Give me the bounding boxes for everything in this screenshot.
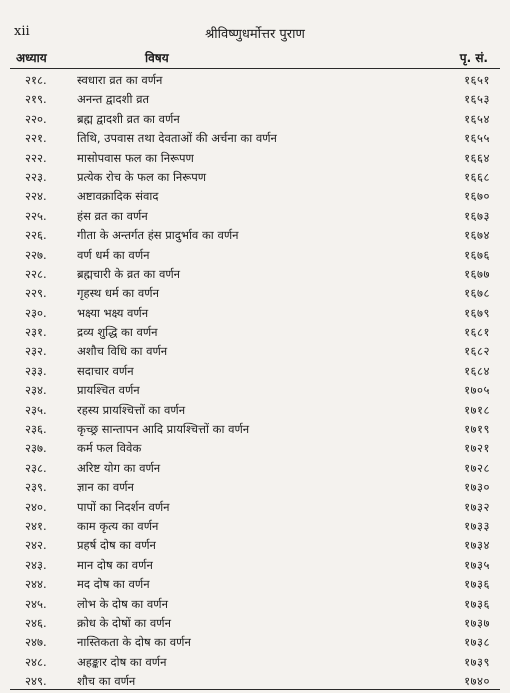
chapter-title: प्रहर्ष दोष का वर्णन (77, 538, 156, 553)
toc-row (0, 246, 510, 265)
chapter-number: २३०. (25, 305, 47, 320)
chapter-number: २४५. (25, 596, 47, 611)
toc-row (0, 129, 510, 148)
page-reference: १७३६ (464, 577, 490, 592)
chapter-title: स्वधारा व्रत का वर्णन (77, 73, 163, 87)
chapter-title: तिथि, उपवास तथा देवताओं की अर्चना का वर्णन (77, 131, 277, 146)
chapter-title: अहङ्कार दोष का वर्णन (77, 654, 167, 669)
chapter-title: शौच का वर्णन (77, 674, 136, 689)
page-reference: १७३३ (464, 518, 490, 533)
chapter-number: २२१. (25, 131, 47, 146)
toc-row (0, 362, 510, 381)
toc-row (0, 420, 510, 439)
page-reference: १६८१ (464, 325, 490, 340)
toc-row (0, 401, 510, 420)
column-header-chapter: अध्याय (16, 51, 47, 65)
toc-row (0, 439, 510, 458)
page-reference: १७०५ (464, 383, 490, 398)
chapter-title: हंस व्रत का वर्णन (77, 208, 148, 223)
page-reference: १७३८ (464, 635, 490, 650)
chapter-title: पापों का निदर्शन वर्णन (77, 499, 170, 514)
chapter-number: २२२. (25, 150, 47, 165)
chapter-number: २२०. (25, 111, 47, 126)
chapter-number: २२३. (25, 169, 47, 184)
page-reference: १६६४ (464, 150, 490, 165)
chapter-title: सदाचार वर्णन (77, 363, 134, 378)
chapter-number: २४२. (25, 538, 47, 553)
page-reference: १६६८ (464, 169, 490, 184)
page-number: xii (14, 24, 30, 39)
page-reference: १७३४ (464, 538, 490, 553)
toc-row (0, 265, 510, 284)
page-reference: १७४० (464, 674, 490, 689)
chapter-number: २२५. (25, 208, 47, 223)
page-reference: १६७८ (464, 286, 490, 301)
table-of-contents (0, 71, 510, 692)
toc-row (0, 226, 510, 245)
toc-row (0, 207, 510, 226)
running-head (0, 24, 510, 44)
toc-row (0, 536, 510, 555)
page-reference: १६७४ (464, 228, 490, 243)
chapter-number: २४८. (25, 654, 47, 669)
chapter-number: २१९. (25, 92, 47, 107)
chapter-number: २२७. (25, 247, 47, 262)
page-reference: १६७३ (464, 208, 490, 223)
chapter-title: प्रत्येक रोच के फल का निरूपण (77, 169, 207, 184)
chapter-number: २४४. (25, 577, 47, 592)
chapter-number: २३७. (25, 441, 47, 456)
toc-row (0, 653, 510, 672)
chapter-title: काम कृत्य का वर्णन (77, 518, 159, 533)
chapter-title: गृहस्थ धर्म का वर्णन (77, 286, 159, 301)
toc-row (0, 342, 510, 361)
toc-row (0, 284, 510, 303)
page-reference: १७३७ (464, 615, 490, 630)
page-reference: १६८२ (464, 344, 490, 359)
chapter-number: २४९. (25, 674, 47, 689)
chapter-title: अष्टावक्रादिक संवाद (77, 189, 159, 204)
chapter-number: २३३. (25, 363, 47, 378)
toc-row (0, 304, 510, 323)
toc-row (0, 498, 510, 517)
column-header-page: पृ. सं. (459, 51, 488, 65)
page-reference: १६८४ (464, 363, 490, 378)
page-reference: १६७९ (464, 305, 490, 320)
chapter-title: लोभ के दोष का वर्णन (77, 596, 168, 611)
page-reference: १७३९ (464, 654, 490, 669)
page-reference: १६५५ (464, 131, 490, 146)
toc-row (0, 149, 510, 168)
toc-row (0, 614, 510, 633)
chapter-title: ब्रह्म द्वादशी व्रत का वर्णन (77, 111, 180, 126)
page-reference: १७२१ (464, 441, 490, 456)
book-title: श्रीविष्णुधर्मोत्तर पुराण (205, 27, 305, 42)
toc-row (0, 595, 510, 614)
chapter-title: मासोपवास फल का निरूपण (77, 150, 194, 165)
toc-row (0, 478, 510, 497)
toc-row (0, 110, 510, 129)
chapter-number: २२८. (25, 266, 47, 281)
chapter-title: प्रायश्चित वर्णन (77, 383, 140, 398)
chapter-title: गीता के अन्तर्गत हंस प्रादुर्भाव का वर्णन (77, 228, 239, 243)
chapter-title: कर्म फल विवेक (77, 441, 142, 456)
toc-row (0, 517, 510, 536)
page-reference: १७३६ (464, 596, 490, 611)
page-reference: १६५४ (464, 111, 490, 126)
page-reference: १६५३ (464, 92, 490, 107)
chapter-title: अशौच विधि का वर्णन (77, 344, 168, 359)
chapter-title: अनन्त द्वादशी व्रत (77, 92, 150, 107)
page-reference: १६७० (464, 189, 490, 204)
column-header-subject: विषय (145, 51, 169, 65)
page-reference: १६७७ (464, 266, 490, 281)
chapter-title: मान दोष का वर्णन (77, 557, 153, 572)
toc-row (0, 323, 510, 342)
column-headers (0, 49, 510, 69)
chapter-number: २४१. (25, 518, 47, 533)
chapter-title: कृच्छ्र सान्तापन आदि प्रायश्चित्तों का वर्णन (77, 422, 250, 437)
chapter-title: द्रव्य शुद्धि का वर्णन (77, 325, 158, 340)
chapter-title: ज्ञान का वर्णन (77, 480, 134, 495)
chapter-title: रहस्य प्रायश्चित्तों का वर्णन (77, 402, 186, 417)
chapter-number: २३१. (25, 325, 47, 340)
toc-row (0, 71, 510, 90)
chapter-number: २३९. (25, 480, 47, 495)
toc-row (0, 575, 510, 594)
chapter-number: २२९. (25, 286, 47, 301)
chapter-title: नास्तिकता के दोष का वर्णन (77, 635, 191, 650)
chapter-title: क्रोध के दोषों का वर्णन (77, 615, 171, 630)
toc-row (0, 459, 510, 478)
chapter-number: २२६. (25, 228, 47, 243)
page-reference: १६५१ (464, 73, 490, 87)
chapter-number: २४३. (25, 557, 47, 572)
chapter-title: मद दोष का वर्णन (77, 577, 150, 592)
chapter-number: २१८. (25, 73, 47, 87)
chapter-number: २३६. (25, 422, 47, 437)
chapter-title: ब्रह्मचारी के व्रत का वर्णन (77, 266, 181, 281)
toc-row (0, 556, 510, 575)
page-reference: १७२८ (464, 460, 490, 475)
page-reference: १७३५ (464, 557, 490, 572)
chapter-number: २४६. (25, 615, 47, 630)
toc-row (0, 187, 510, 206)
toc-row (0, 90, 510, 109)
page-reference: १६७६ (464, 247, 490, 262)
page-reference: १७१८ (464, 402, 490, 417)
footer-divider (10, 689, 500, 690)
header-divider (10, 68, 500, 69)
chapter-number: २३८. (25, 460, 47, 475)
chapter-number: २३४. (25, 383, 47, 398)
chapter-number: २२४. (25, 189, 47, 204)
toc-row (0, 168, 510, 187)
page-reference: १७३२ (464, 499, 490, 514)
chapter-number: २३५. (25, 402, 47, 417)
chapter-title: भक्ष्या भक्ष्य वर्णन (77, 305, 149, 320)
chapter-number: २४०. (25, 499, 47, 514)
chapter-title: अरिष्ट योग का वर्णन (77, 460, 161, 475)
page-reference: १७३० (464, 480, 490, 495)
chapter-number: २४७. (25, 635, 47, 650)
toc-row (0, 633, 510, 652)
page-reference: १७१९ (464, 422, 490, 437)
toc-row (0, 381, 510, 400)
chapter-number: २३२. (25, 344, 47, 359)
chapter-title: वर्ण धर्म का वर्णन (77, 247, 150, 262)
